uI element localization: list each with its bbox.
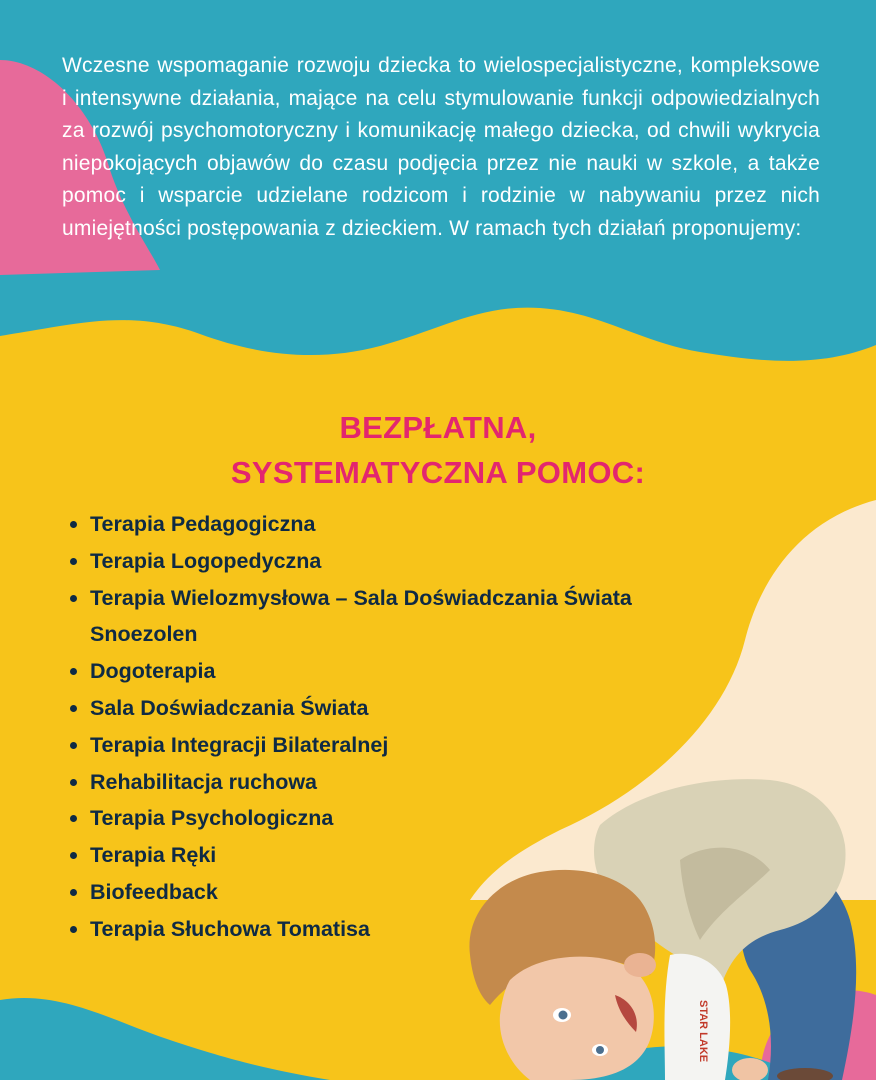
bullet-icon bbox=[70, 558, 77, 565]
child-photo bbox=[450, 750, 876, 1080]
child-hand bbox=[732, 1058, 768, 1080]
heading-line-1: BEZPŁATNA, bbox=[339, 410, 537, 445]
list-item-label: Terapia Integracji Bilateralnej bbox=[90, 732, 389, 757]
list-item-label: Terapia Wielozmysłowa – Sala Doświadczania Świata Snoezolen bbox=[90, 585, 632, 647]
list-item-label: Terapia Pedagogiczna bbox=[90, 512, 316, 536]
bullet-icon bbox=[70, 521, 77, 528]
list-item bbox=[68, 653, 708, 690]
list-item-label: Biofeedback bbox=[90, 879, 218, 904]
child-pupil-right bbox=[596, 1046, 604, 1054]
bullet-icon bbox=[70, 926, 77, 933]
list-item bbox=[68, 506, 708, 543]
list-item-label: Sala Doświadczania Świata bbox=[90, 695, 369, 720]
bullet-icon bbox=[70, 779, 77, 786]
list-item bbox=[68, 543, 708, 580]
list-item-label: Terapia Ręki bbox=[90, 843, 217, 868]
list-item-label: Terapia Logopedyczna bbox=[90, 548, 322, 573]
intro-paragraph: Wczesne wspomaganie rozwoju dziecka to wielospecjalistyczne, kompleksowe i intensywne działania, mające na celu stymulowanie funkcji odpowiedzialnych za rozwój psychomotoryczny i komunikację małego dziecka, od chwili wykrycia niepokojących objawów do czasu podjęcia przez nie nauki w szkole, a także pomoc i wsparcie udzielane rodzicom i rodzinie w nabywaniu przez nich umiejętności postępowania z dzieckiem. W ramach tych działań proponujemy: bbox=[62, 54, 820, 240]
child-pupil-left bbox=[559, 1011, 568, 1020]
heading-line-2: SYSTEMATYCZNA POMOC: bbox=[230, 455, 646, 490]
free-help-heading bbox=[100, 405, 776, 495]
bullet-icon bbox=[70, 889, 77, 896]
list-item-label: Dogoterapia bbox=[90, 659, 216, 684]
bullet-icon bbox=[70, 742, 77, 749]
bullet-icon bbox=[70, 815, 77, 822]
bullet-icon bbox=[70, 595, 77, 602]
list-item bbox=[68, 580, 708, 654]
list-item-label: Rehabilitacja ruchowa bbox=[90, 769, 318, 794]
list-item bbox=[68, 690, 708, 727]
child-ear bbox=[624, 953, 656, 977]
shirt-text: STAR LAKE bbox=[697, 1000, 709, 1063]
list-item-label: Terapia Psychologiczna bbox=[90, 806, 334, 831]
list-item-label: Terapia Słuchowa Tomatisa bbox=[90, 916, 370, 941]
bullet-icon bbox=[70, 668, 77, 675]
bullet-icon bbox=[70, 852, 77, 859]
bullet-icon bbox=[70, 705, 77, 712]
